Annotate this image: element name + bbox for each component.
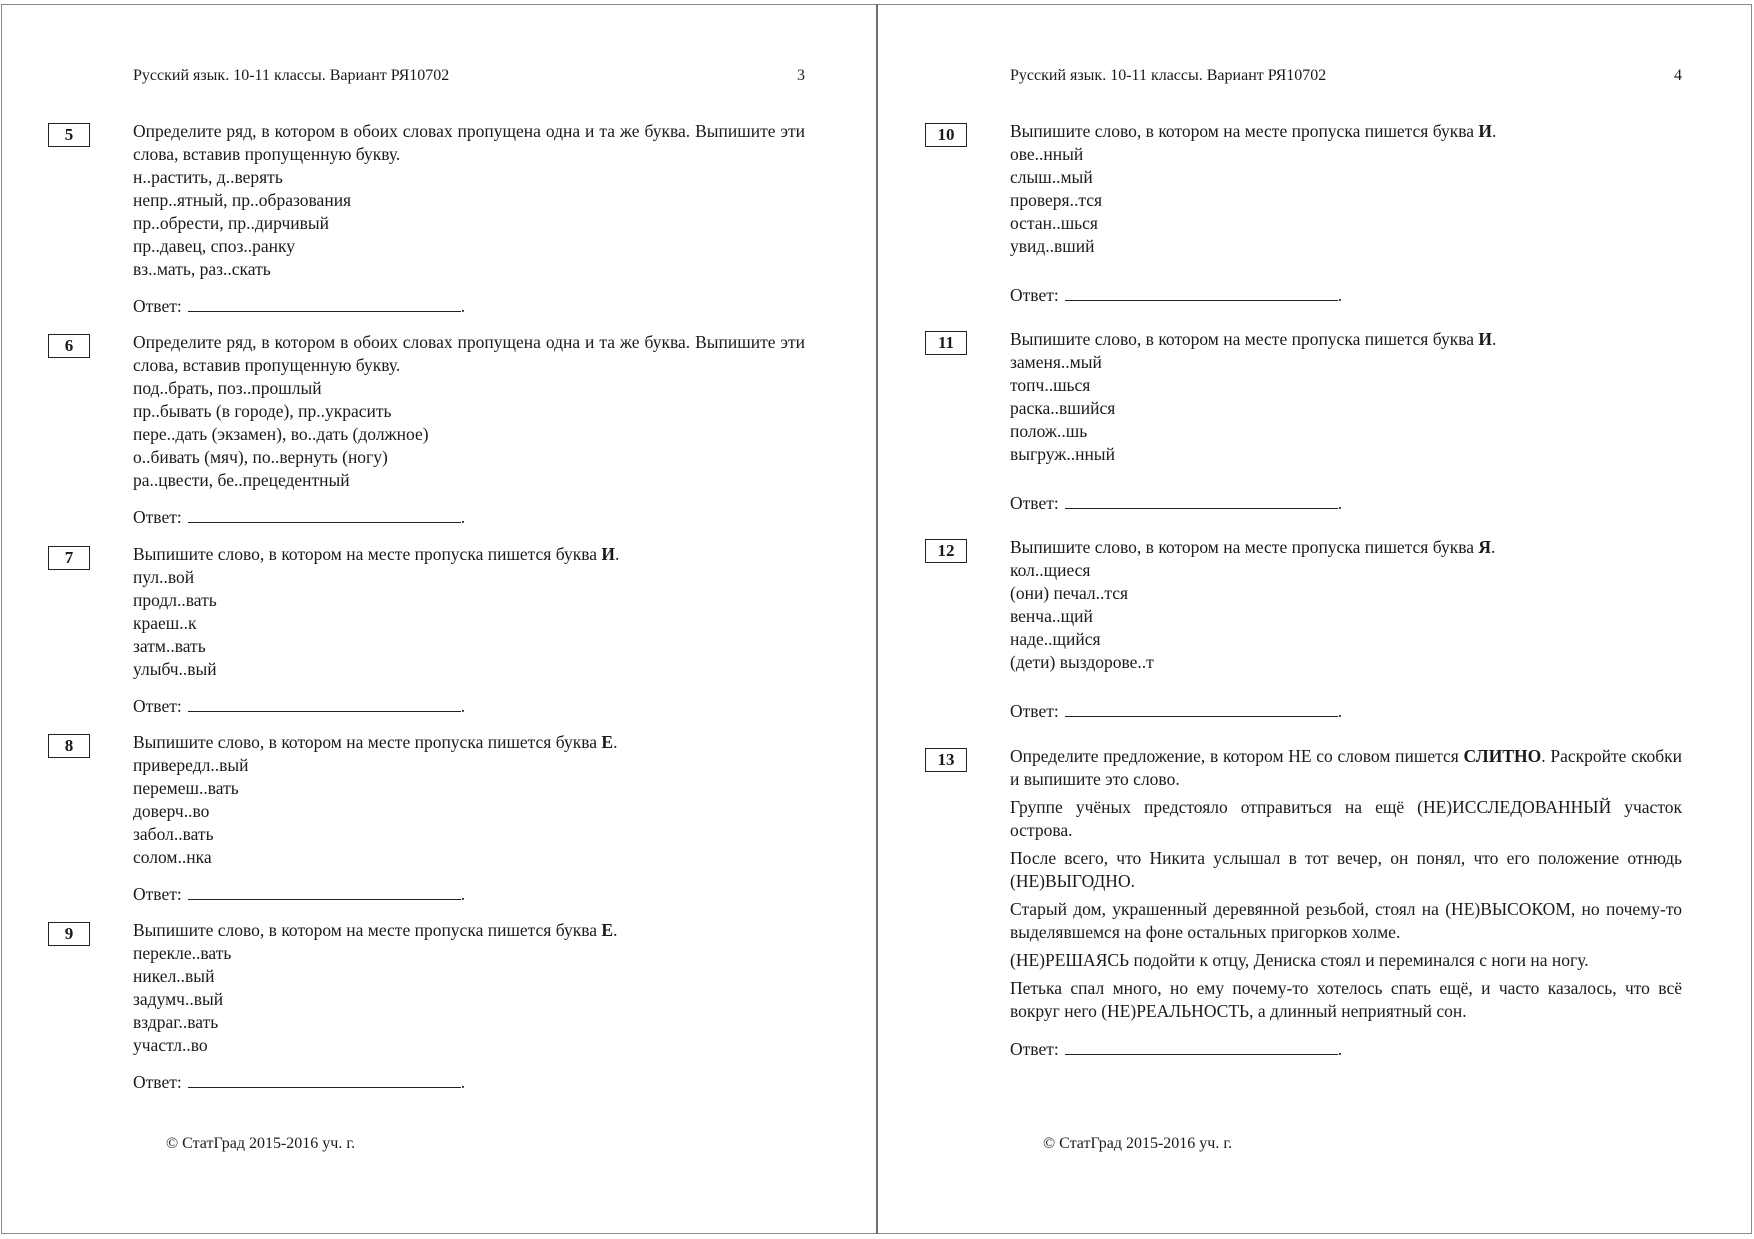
task-number: 12 [925,539,967,563]
task-number: 10 [925,123,967,147]
sentence: Петька спал много, но ему почему-то хотелось спать ещё, и часто казалось, что всё вокруг него (НЕ)РЕАЛЬНОСТЬ, а длинный неприятный сон. [1010,978,1682,1021]
option-line: раска..вшийся [1010,398,1116,418]
answer-field[interactable] [188,505,461,523]
instruction-text-end: . Раскройте скобки и выпишите это слово. [1010,746,1683,789]
page-number: 3 [797,67,805,84]
option-line: вз..мать, раз..скать [133,259,271,279]
answer-row: Ответ: . [1010,701,1343,721]
instruction-text: Определите предложение, в котором НЕ со словом пишется [1010,746,1459,766]
page-header [133,66,805,86]
sentence: После всего, что Никита услышал в тот вечер, он понял, что его положение отнюдь (НЕ)ВЫГОДНО. [1010,848,1682,891]
target-letter: И [1478,121,1493,141]
answer-label: Ответ: [133,296,182,316]
option-line: ове..нный [1010,144,1084,164]
option-line: топч..шься [1010,375,1091,395]
target-letter: Я [1478,537,1492,557]
answer-label: Ответ: [133,1072,182,1092]
header-title: Русский язык. 10-11 классы. Вариант РЯ10702 [1010,67,1327,84]
option-line: остан..шься [1010,213,1098,233]
option-line: полож..шь [1010,421,1088,441]
answer-label: Ответ: [133,507,182,527]
option-line: доверч..во [133,801,210,821]
task-instruction: Определите ряд, в котором в обоих словах пропущена одна и та же буква. Выпишите эти слова, вставив пропущенную букву. [133,332,805,375]
task-number: 5 [48,123,90,147]
task-instruction: Выпишите слово, в котором на месте пропуска пишется буква [1010,537,1475,557]
right-page [877,0,1754,1239]
option-line: никел..вый [133,966,215,986]
option-line: увид..вший [1010,236,1095,256]
option-line: кол..щиеся [1010,560,1091,580]
task-body [133,120,805,281]
answer-row: Ответ: . [1010,1039,1343,1059]
header-title: Русский язык. 10-11 классы. Вариант РЯ10702 [133,67,450,84]
task-body: Выпишите слово, в котором на месте пропуска пишется буква Е. перекле..вать никел..вый задумч..вый вздраг..вать участл..во [133,919,805,1057]
answer-field[interactable] [1065,1037,1338,1055]
answer-row: Ответ: . [1010,493,1343,513]
option-line: привередл..вый [133,755,249,775]
answer-row: Ответ: . [133,507,466,527]
option-line: пр..давец, споз..ранку [133,236,296,256]
option-line: краеш..к [133,613,197,633]
task-instruction: Выпишите слово, в котором на месте пропуска пишется буква [133,920,598,940]
task-instruction: Определите ряд, в котором в обоих словах пропущена одна и та же буква. Выпишите эти слова, вставив пропущенную букву. [133,121,805,164]
sentence: Старый дом, украшенный деревянной резьбой, стоял на (НЕ)ВЫСОКОМ, но почему-то выделявшемся на фоне остальных пригорков холме. [1010,899,1682,942]
option-line: (они) печал..тся [1010,583,1129,603]
target-letter: И [601,544,616,564]
answer-label: Ответ: [1010,285,1059,305]
option-line: задумч..вый [133,989,224,1009]
option-line: вздраг..вать [133,1012,219,1032]
task-instruction: Выпишите слово, в котором на месте пропуска пишется буква [133,544,598,564]
task-instruction: Выпишите слово, в котором на месте пропуска пишется буква [133,732,598,752]
page-header [1010,66,1682,86]
option-line: пере..дать (экзамен), во..дать (должное) [133,424,429,444]
task-body: Выпишите слово, в котором на месте пропуска пишется буква И. ове..нный слыш..мый проверя..тся остан..шься увид..вший [1010,120,1682,258]
answer-field[interactable] [188,294,461,312]
left-page [0,0,876,1239]
task-number: 6 [48,334,90,358]
option-line: пул..вой [133,567,195,587]
page-footer: © СтатГрад 2015-2016 уч. г. [1043,1135,1233,1152]
answer-row: Ответ: . [133,296,466,316]
task-body: Выпишите слово, в котором на месте пропуска пишется буква Я. кол..щиеся (они) печал..тся венча..щий наде..щийся (дети) выздорове..т [1010,536,1682,674]
target-letter: И [1478,329,1493,349]
task-body [133,331,805,492]
option-line: пр..обрести, пр..дирчивый [133,213,330,233]
task-instruction: Выпишите слово, в котором на месте пропуска пишется буква [1010,121,1475,141]
option-line: под..брать, поз..прошлый [133,378,322,398]
task-number: 7 [48,546,90,570]
answer-row: Ответ: . [133,884,466,904]
option-line: забол..вать [133,824,214,844]
instruction-emphasis: СЛИТНО [1463,746,1542,766]
answer-label: Ответ: [1010,701,1059,721]
option-line: продл..вать [133,590,217,610]
sentence: (НЕ)РЕШАЯСЬ подойти к отцу, Дениска стоял и переминался с ноги на ногу. [1010,950,1589,970]
answer-row: Ответ: . [1010,285,1343,305]
answer-field[interactable] [1065,283,1338,301]
option-line: слыш..мый [1010,167,1093,187]
answer-field[interactable] [1065,491,1338,509]
task-body: Выпишите слово, в котором на месте пропуска пишется буква И. заменя..мый топч..шься раска..вшийся полож..шь выгруж..нный [1010,328,1682,466]
option-line: непр..ятный, пр..образования [133,190,352,210]
answer-label: Ответ: [1010,1039,1059,1059]
option-line: выгруж..нный [1010,444,1115,464]
option-line: о..бивать (мяч), по..вернуть (ногу) [133,447,388,467]
target-letter: Е [601,920,614,940]
page-number: 4 [1674,67,1682,84]
option-line: н..растить, д..верять [133,167,283,187]
task-number: 8 [48,734,90,758]
page-footer: © СтатГрад 2015-2016 уч. г. [166,1135,356,1152]
option-line: затм..вать [133,636,206,656]
option-line: участл..во [133,1035,208,1055]
task-instruction [1010,745,1682,791]
answer-field[interactable] [188,694,461,712]
task-number: 13 [925,748,967,772]
option-line: заменя..мый [1010,352,1102,372]
answer-row: Ответ: . [133,1072,466,1092]
option-line: ра..цвести, бе..прецедентный [133,470,350,490]
task-instruction: Выпишите слово, в котором на месте пропуска пишется буква [1010,329,1475,349]
answer-field[interactable] [188,882,461,900]
option-line: улыбч..вый [133,659,217,679]
option-line: пр..бывать (в городе), пр..украсить [133,401,392,421]
task-body: Выпишите слово, в котором на месте пропуска пишется буква Е. привередл..вый перемеш..вать доверч..во забол..вать солом..нка [133,731,805,869]
answer-label: Ответ: [133,696,182,716]
option-line: (дети) выздорове..т [1010,652,1154,672]
option-line: проверя..тся [1010,190,1103,210]
target-letter: Е [601,732,614,752]
task-number: 9 [48,922,90,946]
answer-field[interactable] [1065,699,1338,717]
answer-label: Ответ: [133,884,182,904]
answer-row: Ответ: . [133,696,466,716]
option-line: венча..щий [1010,606,1093,626]
answer-field[interactable] [188,1070,461,1088]
task-number: 11 [925,331,967,355]
task-body [1010,745,1682,1023]
option-line: солом..нка [133,847,212,867]
option-line: перекле..вать [133,943,232,963]
option-line: наде..щийся [1010,629,1101,649]
task-body: Выпишите слово, в котором на месте пропуска пишется буква И. пул..вой продл..вать краеш..к затм..вать улыбч..вый [133,543,805,681]
sentence: Группе учёных предстояло отправиться на ещё (НЕ)ИССЛЕДОВАННЫЙ участок острова. [1010,797,1682,840]
answer-label: Ответ: [1010,493,1059,513]
option-line: перемеш..вать [133,778,239,798]
